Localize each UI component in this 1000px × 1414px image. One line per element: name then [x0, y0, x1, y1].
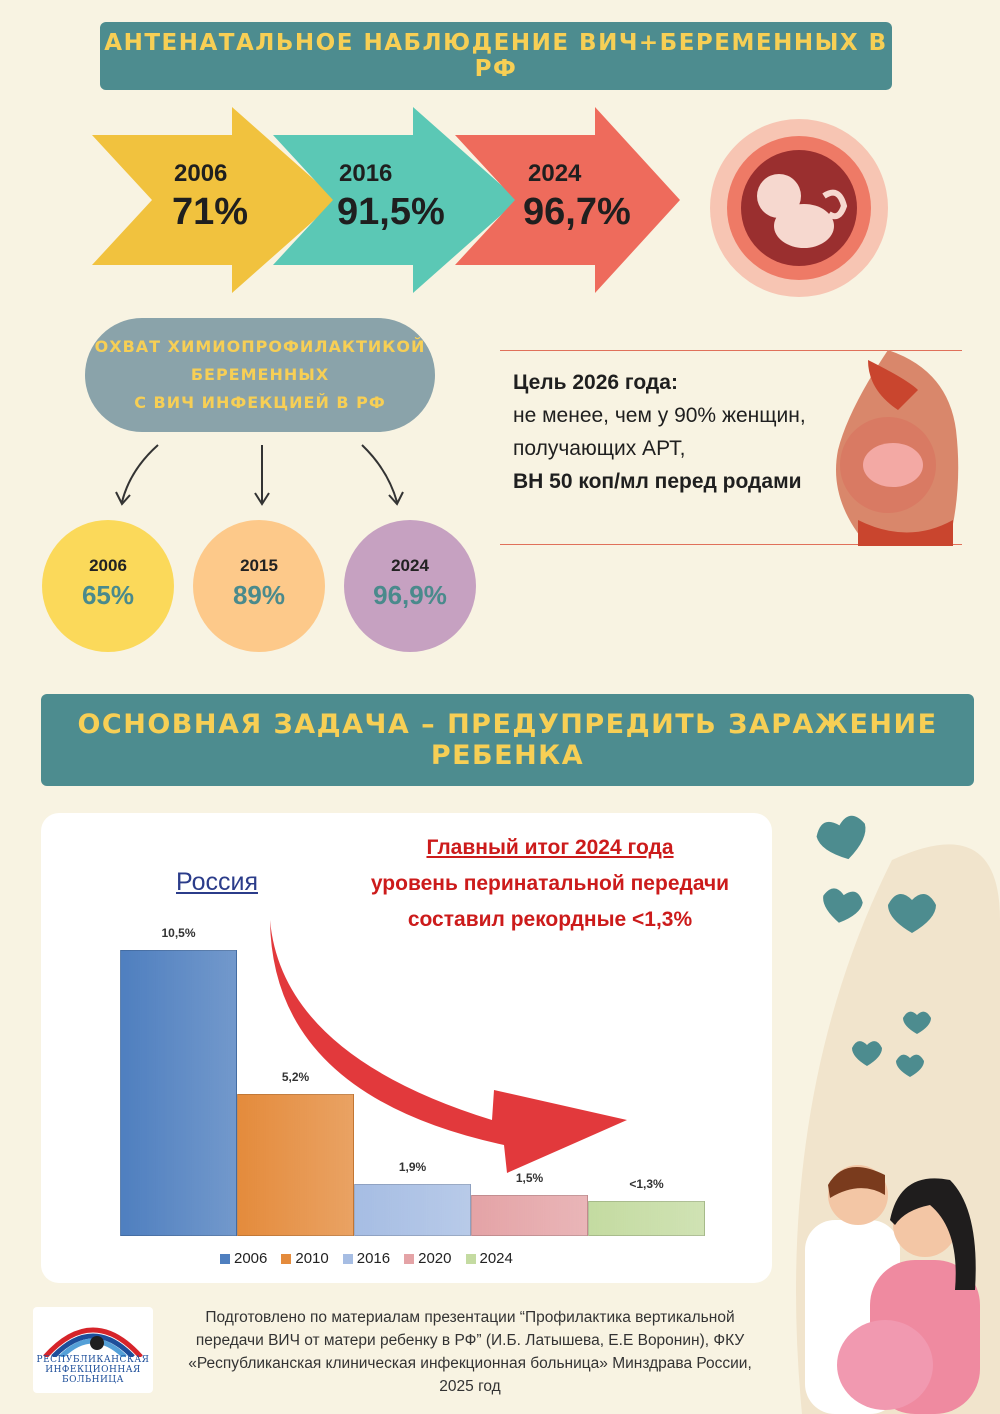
legend-label: 2024: [479, 1250, 513, 1267]
bar-value-label: 10,5%: [161, 926, 196, 940]
goal-bold: ВН 50 коп/мл перед родами: [513, 470, 802, 493]
coverage-circle-2024: [344, 520, 476, 652]
legend-swatch: [466, 1254, 476, 1264]
chart-bar-2016: [354, 1184, 471, 1236]
cloud-line: БЕРЕМЕННЫХ: [190, 365, 330, 384]
coverage-circle-2006: [42, 520, 174, 652]
chart-legend: [220, 1250, 513, 1267]
antenatal-year: 2016: [339, 160, 393, 187]
headline-line: составил рекордные <1,3%: [407, 908, 693, 931]
bottom-banner-title: ОСНОВНАЯ ЗАДАЧА – ПРЕДУПРЕДИТЬ ЗАРАЖЕНИЕ РЕБЕНКА: [41, 694, 974, 786]
legend-label: 2006: [234, 1250, 268, 1267]
chemoprophylaxis-cloud: [85, 318, 435, 432]
antenatal-arrow-2024: [455, 107, 700, 293]
coverage-value: 65%: [81, 580, 135, 610]
legend-swatch: [281, 1254, 291, 1264]
logo-text: РЕСПУБЛИКАНСКАЯ ИНФЕКЦИОННАЯ БОЛЬНИЦА: [36, 1355, 150, 1385]
cloud-line: ОХВАТ ХИМИОПРОФИЛАКТИКОЙ: [94, 337, 426, 356]
bar-value-label: <1,3%: [629, 1177, 664, 1191]
coverage-year: 2015: [240, 556, 278, 575]
headline-line: Главный итог 2024 года: [426, 836, 674, 859]
legend-label: 2016: [356, 1250, 391, 1267]
bar-value-label: 1,5%: [515, 1171, 544, 1185]
antenatal-value: 71%: [172, 191, 249, 233]
heart-icon: [814, 813, 873, 866]
legend-item: [404, 1250, 451, 1267]
legend-swatch: [404, 1254, 414, 1264]
trend-arrow-icon: [262, 915, 642, 1175]
coverage-year: 2006: [89, 556, 127, 575]
bar-value-label: 5,2%: [281, 1070, 310, 1084]
coverage-value: 89%: [232, 580, 286, 610]
headline-line: уровень перинатальной передачи: [370, 872, 730, 895]
down-arrows: [110, 440, 410, 510]
heart-icon: [903, 1012, 931, 1034]
bar-value-label: 1,9%: [398, 1160, 427, 1174]
coverage-circle-2015: [193, 520, 325, 652]
coverage-value: 96,9%: [373, 580, 447, 610]
cloud-line: С ВИЧ ИНФЕКЦИЕЙ В РФ: [134, 393, 386, 412]
goal-description: не менее, чем у 90% женщин, получающих АРТ,: [513, 404, 806, 460]
antenatal-value: 96,7%: [523, 191, 631, 233]
pregnant-belly-illustration: [828, 350, 968, 546]
goal-title: Цель 2026 года:: [513, 371, 678, 394]
heart-icon: [819, 887, 864, 927]
footer-source-text: Подготовлено по материалам презентации “Профилактика вертикальной передачи ВИЧ от матери ребенку в РФ” (И.Б. Латышева, Е.Е Воронин), ФКУ «Республиканская клиническая инфекционная больница» Минздрава России, 2025 год: [188, 1309, 752, 1395]
heart-icon: [852, 1041, 882, 1066]
chart-title: Россия: [176, 868, 258, 896]
hospital-logo: [33, 1307, 153, 1393]
chart-bar-2020: [471, 1195, 588, 1236]
legend-swatch: [343, 1254, 353, 1264]
legend-item: [343, 1250, 390, 1267]
coverage-year: 2024: [391, 556, 429, 575]
logo-arc-icon: [41, 1313, 145, 1357]
legend-label: 2020: [418, 1250, 452, 1267]
heart-icon: [896, 1055, 924, 1077]
chart-bar-2024: [588, 1201, 705, 1236]
legend-label: 2010: [295, 1250, 329, 1267]
legend-item: [281, 1250, 328, 1267]
antenatal-year: 2006: [174, 160, 228, 187]
heart-icon: [888, 894, 936, 933]
antenatal-year: 2024: [528, 160, 582, 187]
legend-swatch: [220, 1254, 230, 1264]
legend-item: [220, 1250, 267, 1267]
fetus-illustration: [709, 116, 889, 300]
legend-item: [466, 1250, 513, 1267]
couple-illustration: [790, 1150, 1000, 1414]
antenatal-value: 91,5%: [337, 191, 445, 233]
goal-text: [513, 366, 833, 498]
hearts-decoration: [812, 800, 972, 1090]
top-banner-title: АНТЕНАТАЛЬНОЕ НАБЛЮДЕНИЕ ВИЧ+БЕРЕМЕННЫХ В РФ: [100, 22, 892, 90]
chart-bar-2006: [120, 950, 237, 1236]
